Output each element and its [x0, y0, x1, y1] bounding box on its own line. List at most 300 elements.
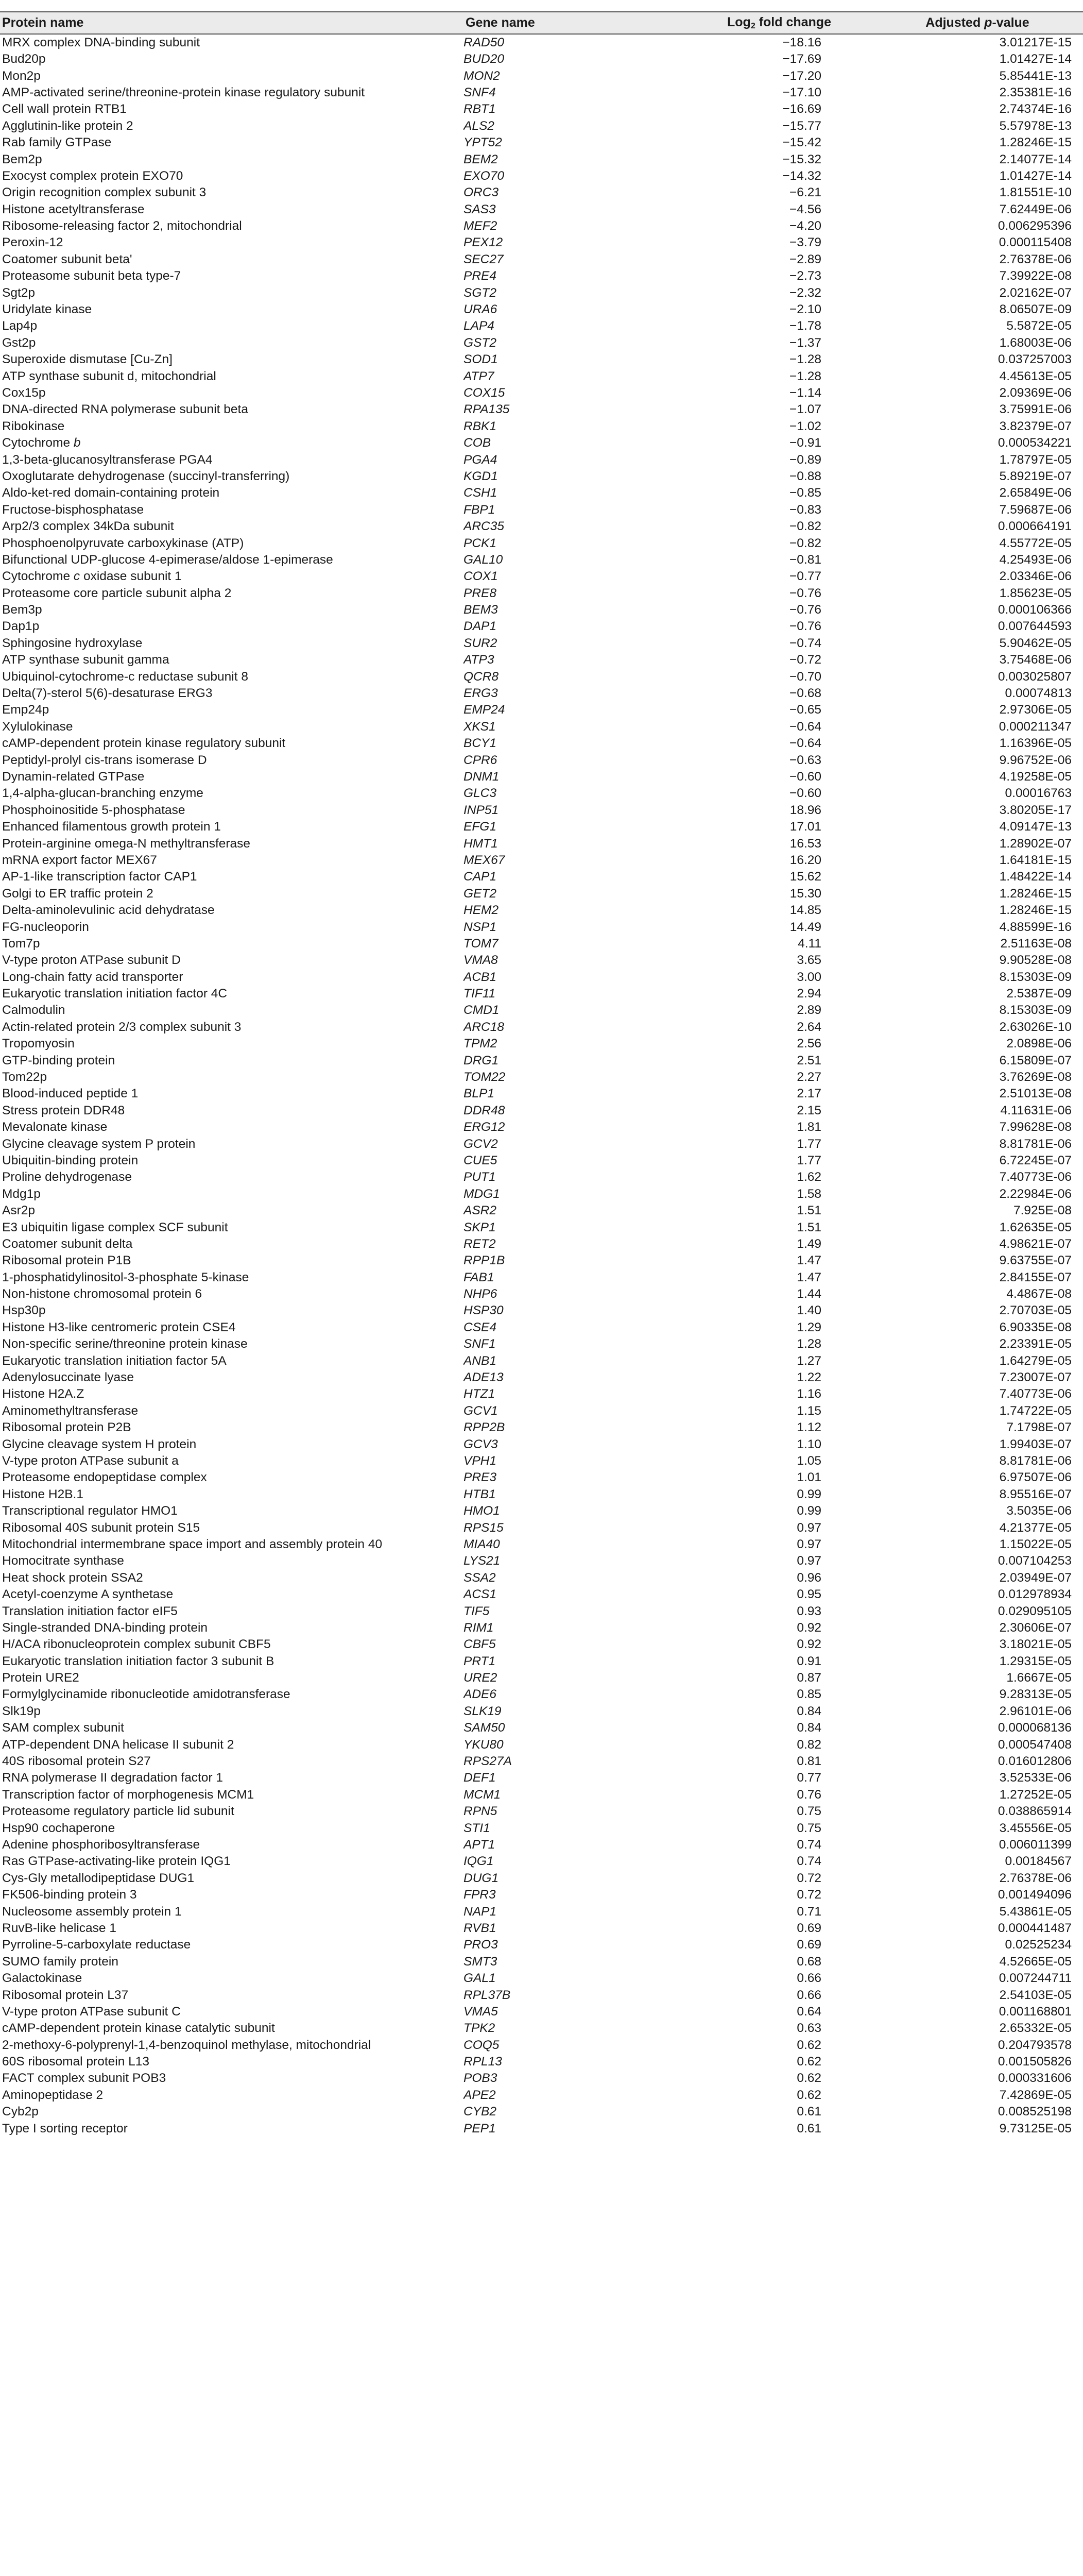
table-row	[0, 1937, 1083, 1953]
protein-name-cell: Eukaryotic translation initiation factor 3 subunit B	[2, 1654, 274, 1668]
adjusted-p-value-cell: 7.40773E-06	[999, 1387, 1072, 1401]
adjusted-p-value-cell: 1.29315E-05	[999, 1654, 1072, 1668]
gene-name-cell: DDR48	[463, 1103, 505, 1117]
protein-name-cell: cAMP-dependent protein kinase regulatory subunit	[2, 736, 286, 751]
table-row	[0, 368, 1083, 384]
gene-name-cell: ADE13	[463, 1370, 504, 1385]
table-row	[0, 1736, 1083, 1753]
adjusted-p-value-cell: 8.06507E-09	[999, 302, 1072, 317]
table-row	[0, 1302, 1083, 1319]
gene-name-cell: HMO1	[463, 1504, 500, 1518]
log2-fold-change-cell: −1.37	[789, 335, 821, 350]
gene-name-cell: SAM50	[463, 1721, 505, 1735]
log2-fold-change-cell: 1.77	[797, 1137, 821, 1151]
table-row	[0, 1653, 1083, 1670]
table-row	[0, 385, 1083, 401]
protein-name-cell: Stress protein DDR48	[2, 1103, 125, 1117]
table-row	[0, 2087, 1083, 2104]
gene-name-cell: NAP1	[463, 1904, 497, 1919]
gene-name-cell: PGA4	[463, 452, 497, 467]
adjusted-p-value-cell: 1.28902E-07	[999, 836, 1072, 851]
protein-name-cell: Ubiquitin-binding protein	[2, 1153, 139, 1167]
protein-name-cell: FACT complex subunit POB3	[2, 2071, 166, 2086]
log2-fold-change-cell: 2.56	[797, 1037, 821, 1051]
log2-fold-change-cell: 0.97	[797, 1520, 821, 1535]
adjusted-p-value-cell: 1.62635E-05	[999, 1220, 1072, 1234]
table-row	[0, 1803, 1083, 1820]
log2-fold-change-cell: 0.69	[797, 1938, 821, 1952]
protein-name-cell: E3 ubiquitin ligase complex SCF subunit	[2, 1220, 228, 1234]
table-row	[0, 1119, 1083, 1136]
table-row	[0, 652, 1083, 668]
log2-fold-change-cell: 0.92	[797, 1637, 821, 1652]
table-row	[0, 502, 1083, 518]
protein-name-cell: Calmodulin	[2, 1003, 65, 1018]
protein-name-cell: Hsp90 cochaperone	[2, 1821, 115, 1835]
adjusted-p-value-cell: 0.007104253	[998, 1554, 1072, 1568]
gene-name-cell: RPP1B	[463, 1253, 505, 1268]
adjusted-p-value-cell: 0.000331606	[998, 2071, 1072, 2086]
gene-name-cell: DAP1	[463, 619, 497, 634]
table-row	[0, 151, 1083, 167]
gene-name-cell: RIM1	[463, 1620, 494, 1635]
log2-fold-change-cell: 0.85	[797, 1687, 821, 1702]
protein-name-cell: Aminopeptidase 2	[2, 2088, 104, 2102]
table-row	[0, 284, 1083, 301]
gene-name-cell: NHP6	[463, 1287, 497, 1301]
table-row	[0, 1553, 1083, 1569]
protein-name-cell: Delta(7)-sterol 5(6)-desaturase ERG3	[2, 686, 213, 701]
adjusted-p-value-cell: 0.000534221	[998, 436, 1072, 450]
adjusted-p-value-cell: 1.28246E-15	[999, 135, 1072, 150]
header-log2-fold-change	[686, 12, 872, 34]
protein-name-cell: Non-specific serine/threonine protein kinase	[2, 1337, 248, 1351]
table-row	[0, 1186, 1083, 1202]
adjusted-p-value-cell: 5.57978E-13	[999, 118, 1072, 133]
table-row	[0, 1336, 1083, 1352]
gene-name-cell: MCM1	[463, 1787, 501, 1802]
adjusted-p-value-cell: 9.73125E-05	[999, 2121, 1072, 2136]
protein-name-cell: Type I sorting receptor	[2, 2121, 128, 2136]
adjusted-p-value-cell: 4.4867E-08	[1006, 1287, 1072, 1301]
protein-name-cell: Eukaryotic translation initiation factor 5A	[2, 1353, 227, 1368]
table-row	[0, 1419, 1083, 1436]
table-row	[0, 1987, 1083, 2003]
adjusted-p-value-cell: 6.90335E-08	[999, 1320, 1072, 1334]
protein-name-cell: Golgi to ER traffic protein 2	[2, 886, 153, 901]
gene-name-cell: ATP3	[463, 653, 494, 667]
table-row	[0, 1903, 1083, 1920]
table-row	[0, 1286, 1083, 1302]
log2-fold-change-cell: 2.64	[797, 1020, 821, 1034]
adjusted-p-value-cell: 0.001168801	[999, 2004, 1072, 2019]
adjusted-p-value-cell: 2.14077E-14	[999, 152, 1072, 166]
log2-fold-change-cell: 0.81	[797, 1754, 821, 1769]
adjusted-p-value-cell: 0.00184567	[1005, 1854, 1072, 1869]
adjusted-p-value-cell: 4.45613E-05	[999, 369, 1072, 383]
table-row	[0, 1720, 1083, 1736]
protein-name-cell: 1,3-beta-glucanosyltransferase PGA4	[2, 452, 213, 467]
protein-name-cell: Oxoglutarate dehydrogenase (succinyl-transferring)	[2, 469, 290, 483]
gene-name-cell: APT1	[463, 1837, 495, 1852]
protein-name-cell: Origin recognition complex subunit 3	[2, 185, 207, 200]
table-row	[0, 2037, 1083, 2053]
table-row	[0, 902, 1083, 919]
log2-fold-change-cell: 0.87	[797, 1671, 821, 1685]
adjusted-p-value-cell: 2.51163E-08	[1000, 936, 1072, 951]
log2-fold-change-cell: 1.12	[797, 1420, 821, 1435]
adjusted-p-value-cell: 7.40773E-06	[999, 1170, 1072, 1184]
log2-fold-change-cell: 0.62	[797, 2088, 821, 2102]
gene-name-cell: GCV1	[463, 1403, 498, 1418]
log2-fold-change-cell: 3.65	[797, 953, 821, 968]
log2-fold-change-cell: −0.76	[789, 619, 821, 634]
gene-name-cell: ERG3	[463, 686, 498, 701]
log2-fold-change-cell: 14.85	[789, 903, 821, 918]
gene-name-cell: PRT1	[463, 1654, 496, 1668]
protein-name-cell: AMP-activated serine/threonine-protein kinase regulatory subunit	[2, 85, 365, 99]
table-row	[0, 852, 1083, 869]
log2-fold-change-cell: −0.60	[789, 786, 821, 801]
gene-name-cell: SGT2	[463, 285, 496, 300]
protein-name-cell: Ribosomal protein P1B	[2, 1253, 131, 1268]
log2-fold-change-cell: 1.47	[797, 1253, 821, 1268]
log2-fold-change-cell: −15.32	[782, 152, 821, 166]
table-row	[0, 1436, 1083, 1452]
log2-fold-change-cell: −1.07	[789, 402, 821, 417]
protein-name-cell: V-type proton ATPase subunit C	[2, 2004, 181, 2019]
adjusted-p-value-cell: 1.27252E-05	[999, 1787, 1072, 1802]
protein-name-cell: Mevalonate kinase	[2, 1120, 108, 1134]
log2-fold-change-cell: 0.66	[797, 1988, 821, 2002]
table-row	[0, 585, 1083, 602]
protein-name-cell: Coatomer subunit delta	[2, 1236, 133, 1251]
adjusted-p-value-cell: 2.03346E-06	[999, 569, 1072, 584]
protein-name-cell: Proteasome endopeptidase complex	[2, 1470, 207, 1485]
gene-name-cell: NSP1	[463, 920, 497, 934]
gene-name-cell: GET2	[463, 886, 496, 901]
gene-name-cell: BUD20	[463, 52, 504, 66]
gene-name-cell: ACB1	[463, 970, 497, 984]
protein-name-cell: Ribosomal protein L37	[2, 1988, 129, 2002]
gene-name-cell: CUE5	[463, 1153, 497, 1167]
table-row	[0, 1753, 1083, 1770]
adjusted-p-value-cell: 3.5035E-06	[1006, 1504, 1072, 1518]
table-row	[0, 251, 1083, 268]
adjusted-p-value-cell: 1.28246E-15	[999, 886, 1072, 901]
gene-name-cell: TIF11	[463, 987, 496, 1001]
table-row	[0, 936, 1083, 952]
protein-name-cell: Arp2/3 complex 34kDa subunit	[2, 519, 174, 534]
adjusted-p-value-cell: 3.18021E-05	[999, 1637, 1072, 1652]
log2-fold-change-cell: −3.79	[789, 235, 821, 250]
gene-name-cell: KGD1	[463, 469, 498, 483]
italic-letter: c	[73, 569, 80, 584]
table-row	[0, 1352, 1083, 1369]
adjusted-p-value-cell: 2.51013E-08	[999, 1087, 1072, 1101]
table-row	[0, 1636, 1083, 1653]
log2-fold-change-cell: 0.71	[797, 1904, 821, 1919]
gene-name-cell: ACS1	[463, 1587, 497, 1602]
protein-name-cell: Tom7p	[2, 936, 40, 951]
gene-name-cell: DNM1	[463, 769, 500, 784]
table-row	[0, 1252, 1083, 1269]
protein-name-cell: Transcription factor of morphogenesis MCM1	[2, 1787, 254, 1802]
log2-fold-change-cell: −2.73	[789, 269, 821, 283]
protein-name-cell: Exocyst complex protein EXO70	[2, 168, 183, 183]
table-row	[0, 67, 1083, 84]
adjusted-p-value-cell: 1.48422E-14	[999, 870, 1072, 884]
protein-name-cell: Lap4p	[2, 319, 38, 333]
adjusted-p-value-cell: 2.65332E-05	[999, 2021, 1072, 2036]
table-row	[0, 1970, 1083, 1987]
log2-fold-change-cell: −17.20	[782, 69, 821, 83]
adjusted-p-value-cell: 5.43861E-05	[999, 1904, 1072, 1919]
gene-name-cell: RPS15	[463, 1520, 504, 1535]
gene-name-cell: RBT1	[463, 102, 496, 116]
log2-fold-change-cell: −0.77	[789, 569, 821, 584]
log2-fold-change-cell: 0.84	[797, 1721, 821, 1735]
gene-name-cell: HMT1	[463, 836, 498, 851]
gene-name-cell: HEM2	[463, 903, 499, 918]
gene-name-cell: FAB1	[463, 1270, 494, 1284]
table-row	[0, 769, 1083, 785]
protein-table	[0, 11, 1083, 2137]
log2-fold-change-cell: −18.16	[782, 36, 821, 49]
adjusted-p-value-cell: 1.85623E-05	[999, 586, 1072, 600]
log2-fold-change-cell: 0.62	[797, 2071, 821, 2086]
protein-name-cell: Adenylosuccinate lyase	[2, 1370, 134, 1385]
table-row	[0, 1603, 1083, 1619]
protein-name-cell: cAMP-dependent protein kinase catalytic subunit	[2, 2021, 275, 2036]
protein-name-cell: Sgt2p	[2, 285, 36, 300]
adjusted-p-value-cell: 4.98621E-07	[999, 1236, 1072, 1251]
adjusted-p-value-cell: 0.000441487	[998, 1921, 1072, 1935]
adjusted-p-value-cell: 7.99628E-08	[999, 1120, 1072, 1134]
protein-name-cell: Acetyl-coenzyme A synthetase	[2, 1587, 174, 1602]
gene-name-cell: SNF4	[463, 85, 496, 99]
protein-name-cell: Dap1p	[2, 619, 40, 634]
adjusted-p-value-cell: 2.76378E-06	[999, 1871, 1072, 1885]
protein-name-cell: Mon2p	[2, 69, 41, 83]
log2-fold-change-cell: 0.62	[797, 2055, 821, 2069]
table-row	[0, 702, 1083, 718]
adjusted-p-value-cell: 0.204793578	[998, 2038, 1072, 2052]
protein-name-cell: 1,4-alpha-glucan-branching enzyme	[2, 786, 203, 801]
adjusted-p-value-cell: 0.016012806	[998, 1754, 1072, 1769]
gene-name-cell: CAP1	[463, 870, 497, 884]
table-row	[0, 118, 1083, 134]
log2-fold-change-cell: 0.82	[797, 1737, 821, 1752]
table-row	[0, 1002, 1083, 1019]
protein-name-cell: Cell wall protein RTB1	[2, 102, 127, 116]
log2-fold-change-cell: −0.72	[789, 653, 821, 667]
gene-name-cell: MEX67	[463, 853, 505, 867]
gene-name-cell: GAL10	[463, 552, 503, 567]
table-row	[0, 184, 1083, 201]
gene-name-cell: CSE4	[463, 1320, 497, 1334]
protein-name-cell: Cys-Gly metallodipeptidase DUG1	[2, 1871, 195, 1885]
gene-name-cell: XKS1	[463, 719, 496, 734]
table-row	[0, 785, 1083, 802]
adjusted-p-value-cell: 9.63755E-07	[999, 1253, 1072, 1268]
adjusted-p-value-cell: 5.85441E-13	[999, 69, 1072, 83]
adjusted-p-value-cell: 6.97507E-06	[999, 1470, 1072, 1485]
log2-fold-change-cell: 0.99	[797, 1504, 821, 1518]
adjusted-p-value-cell: 1.01427E-14	[999, 52, 1072, 66]
protein-name-cell: Sphingosine hydroxylase	[2, 636, 143, 650]
table-row	[0, 1770, 1083, 1786]
gene-name-cell: URA6	[463, 302, 497, 317]
adjusted-p-value-cell: 4.11631E-06	[1000, 1103, 1072, 1117]
gene-name-cell: MEF2	[463, 219, 497, 233]
gene-name-cell: RAD50	[463, 36, 504, 49]
gene-name-cell: FPR3	[463, 1888, 496, 1902]
adjusted-p-value-cell: 4.09147E-13	[999, 820, 1072, 834]
adjusted-p-value-cell: 1.99403E-07	[999, 1437, 1072, 1451]
protein-name-cell: Peptidyl-prolyl cis-trans isomerase D	[2, 753, 207, 767]
adjusted-p-value-cell: 8.95516E-07	[999, 1487, 1072, 1501]
gene-name-cell: ERG12	[463, 1120, 505, 1134]
log2-fold-change-cell: −2.32	[789, 285, 821, 300]
log2-fold-change-cell: −0.82	[789, 536, 821, 550]
log2-fold-change-cell: −0.88	[789, 469, 821, 483]
adjusted-p-value-cell: 2.70703E-05	[999, 1303, 1072, 1318]
gene-name-cell: COX1	[463, 569, 498, 584]
log2-fold-change-cell: 4.11	[798, 936, 821, 951]
table-row	[0, 418, 1083, 435]
gene-name-cell: VPH1	[463, 1454, 497, 1468]
table-row	[0, 1586, 1083, 1603]
table-row	[0, 802, 1083, 819]
adjusted-p-value-cell: 1.81551E-10	[999, 185, 1072, 200]
protein-name-cell: Tropomyosin	[2, 1037, 75, 1051]
log2-fold-change-cell: 0.72	[797, 1888, 821, 1902]
protein-name-cell: Histone H2B.1	[2, 1487, 83, 1501]
protein-name-cell: Ubiquinol-cytochrome-c reductase subunit 8	[2, 669, 248, 684]
adjusted-p-value-cell: 2.97306E-05	[999, 703, 1072, 717]
log2-fold-change-cell: 0.72	[797, 1871, 821, 1885]
gene-name-cell: GLC3	[463, 786, 497, 801]
adjusted-p-value-cell: 2.22984E-06	[999, 1187, 1072, 1201]
protein-name-cell: Ribosomal 40S subunit protein S15	[2, 1520, 200, 1535]
adjusted-p-value-cell: 4.25493E-06	[999, 552, 1072, 567]
protein-name-cell: AP-1-like transcription factor CAP1	[2, 870, 197, 884]
protein-name-cell: Ras GTPase-activating-like protein IQG1	[2, 1854, 231, 1869]
gene-name-cell: SUR2	[463, 636, 497, 650]
gene-name-cell: COQ5	[463, 2038, 500, 2052]
table-row	[0, 552, 1083, 568]
log2-fold-change-cell: 15.30	[789, 886, 821, 901]
log2-fold-change-cell: −1.28	[789, 369, 821, 383]
gene-name-cell: RVB1	[463, 1921, 496, 1935]
table-row	[0, 351, 1083, 368]
gene-name-cell: LYS21	[463, 1554, 501, 1568]
table-row	[0, 1853, 1083, 1870]
adjusted-p-value-cell: 0.000068136	[998, 1721, 1072, 1735]
protein-name-cell: Bifunctional UDP-glucose 4-epimerase/aldose 1-epimerase	[2, 552, 333, 567]
header-protein-name: Protein name	[2, 15, 84, 30]
protein-name-cell: Cytochrome b	[2, 436, 81, 450]
table-row	[0, 134, 1083, 151]
log2-fold-change-cell: 2.27	[797, 1070, 821, 1084]
protein-name-cell: Slk19p	[2, 1704, 41, 1718]
gene-name-cell: GAL1	[463, 1971, 496, 1986]
log2-fold-change-cell: 0.74	[797, 1837, 821, 1852]
table-row	[0, 218, 1083, 234]
log2-fold-change-cell: 0.64	[797, 2004, 821, 2019]
protein-name-cell: Aminomethyltransferase	[2, 1403, 139, 1418]
table-row	[0, 1920, 1083, 1937]
log2-fold-change-cell: 1.81	[797, 1120, 821, 1134]
gene-name-cell: BLP1	[463, 1087, 494, 1101]
table-row	[0, 2070, 1083, 2087]
protein-name-cell: Histone H3-like centromeric protein CSE4	[2, 1320, 236, 1334]
log2-fold-change-cell: −0.60	[789, 769, 821, 784]
table-row	[0, 1019, 1083, 1036]
table-row	[0, 1887, 1083, 1903]
gene-name-cell: MIA40	[463, 1537, 500, 1551]
protein-name-cell: Glycine cleavage system H protein	[2, 1437, 197, 1451]
adjusted-p-value-cell: 9.90528E-08	[999, 953, 1072, 968]
log2-fold-change-cell: 15.62	[789, 870, 821, 884]
table-row	[0, 1269, 1083, 1286]
gene-name-cell: MDG1	[463, 1187, 500, 1201]
protein-name-cell: V-type proton ATPase subunit D	[2, 953, 181, 968]
adjusted-p-value-cell: 1.74722E-05	[999, 1403, 1072, 1418]
table-row	[0, 1236, 1083, 1252]
gene-name-cell: FBP1	[463, 502, 495, 517]
protein-name-cell: Ribokinase	[2, 419, 65, 433]
gene-name-cell: ADE6	[463, 1687, 497, 1702]
table-row	[0, 1469, 1083, 1486]
table-row	[0, 1536, 1083, 1553]
log2-fold-change-cell: 2.17	[797, 1087, 821, 1101]
gene-name-cell: PRE4	[463, 269, 497, 283]
gene-name-cell: HTB1	[463, 1487, 496, 1501]
log2-fold-change-cell: 1.16	[797, 1387, 821, 1401]
protein-name-cell: Histone acetyltransferase	[2, 202, 145, 216]
protein-name-cell: 2-methoxy-6-polyprenyl-1,4-benzoquinol methylase, mitochondrial	[2, 2038, 371, 2052]
adjusted-p-value-cell: 0.02525234	[1005, 1938, 1072, 1952]
log2-fold-change-cell: 0.61	[797, 2105, 821, 2119]
header-adjusted-p-value	[872, 12, 1083, 34]
table-row	[0, 1069, 1083, 1086]
table-row	[0, 869, 1083, 885]
log2-fold-change-cell: 1.47	[797, 1270, 821, 1284]
gene-name-cell: SSA2	[463, 1570, 496, 1585]
log2-fold-change-cell: 2.94	[797, 987, 821, 1001]
protein-name-cell: Aldo-ket-red domain-containing protein	[2, 486, 220, 500]
adjusted-p-value-cell: 0.000664191	[998, 519, 1072, 534]
table-row	[0, 1386, 1083, 1402]
gene-name-cell: RET2	[463, 1236, 496, 1251]
log2-fold-change-cell: 1.01	[797, 1470, 821, 1485]
table-row	[0, 1703, 1083, 1720]
protein-name-cell: Nucleosome assembly protein 1	[2, 1904, 182, 1919]
table-row	[0, 1787, 1083, 1803]
protein-name-cell: Peroxin-12	[2, 235, 63, 250]
protein-name-cell: Cyb2p	[2, 2105, 39, 2119]
protein-name-cell: Proteasome core particle subunit alpha 2	[2, 586, 232, 600]
protein-name-cell: Blood-induced peptide 1	[2, 1087, 139, 1101]
adjusted-p-value-cell: 3.76269E-08	[999, 1070, 1072, 1084]
protein-name-cell: ATP-dependent DNA helicase II subunit 2	[2, 1737, 234, 1752]
log2-fold-change-cell: −16.69	[782, 102, 821, 116]
log2-fold-change-cell: −0.83	[789, 502, 821, 517]
adjusted-p-value-cell: 4.52665E-05	[999, 1954, 1072, 1969]
table-row	[0, 2120, 1083, 2137]
